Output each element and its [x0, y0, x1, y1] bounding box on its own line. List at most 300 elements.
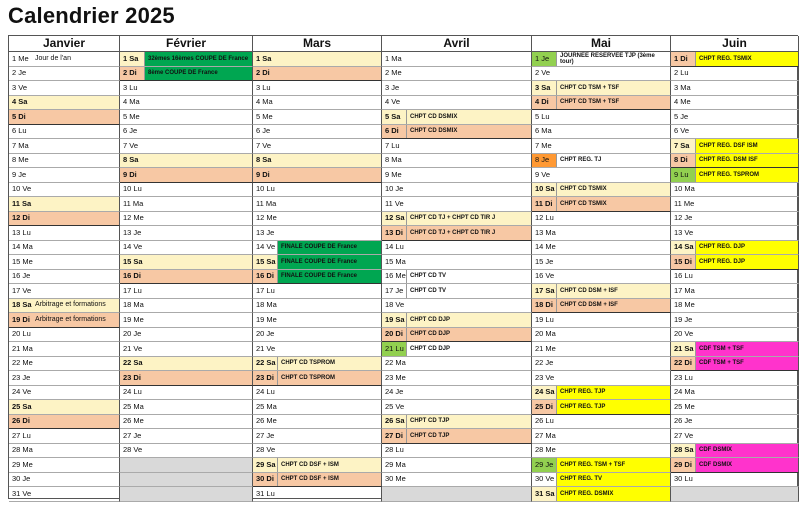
day-cell[interactable]	[671, 371, 799, 386]
day-label: 15 Je	[535, 256, 554, 266]
day-cell[interactable]	[120, 139, 253, 154]
day-cell[interactable]	[120, 473, 253, 488]
day-cell[interactable]	[671, 473, 799, 488]
day-label: 21 Me	[535, 343, 556, 353]
day-label: 19 Lu	[535, 314, 554, 324]
day-cell[interactable]	[532, 400, 671, 415]
day-cell[interactable]	[9, 400, 120, 415]
day-cell[interactable]	[532, 168, 671, 183]
day-cell[interactable]	[9, 52, 120, 67]
day-cell[interactable]	[253, 284, 382, 299]
day-label: 16 Ve	[535, 271, 555, 281]
month-header: Avril	[382, 36, 532, 52]
day-cell[interactable]	[671, 299, 799, 314]
day-cell[interactable]	[382, 110, 532, 125]
day-cell[interactable]	[9, 415, 120, 430]
day-cell[interactable]	[671, 96, 799, 111]
page-title: Calendrier 2025	[8, 3, 175, 28]
day-label: 3 Lu	[256, 82, 271, 92]
event-label: CHPT CD TSPROM	[277, 357, 381, 371]
day-label: 31 Sa	[535, 488, 555, 498]
month-header: Mai	[532, 36, 671, 52]
day-cell[interactable]	[253, 400, 382, 415]
day-label: 26 Lu	[535, 416, 554, 426]
day-cell[interactable]	[253, 299, 382, 314]
event-label: CHPT CD DSMIX	[406, 125, 531, 139]
day-cell[interactable]	[253, 139, 382, 154]
day-label: 14 Lu	[385, 242, 404, 252]
day-cell[interactable]	[120, 197, 253, 212]
day-cell[interactable]	[671, 183, 799, 198]
day-label: 24 Je	[385, 387, 404, 397]
day-cell[interactable]	[671, 52, 799, 67]
day-label: 19 Sa	[385, 314, 405, 324]
day-label: 27 Ma	[535, 430, 556, 440]
day-label: 28 Ve	[123, 445, 143, 455]
day-cell[interactable]	[120, 81, 253, 96]
day-cell[interactable]	[532, 96, 671, 111]
day-cell[interactable]	[120, 386, 253, 401]
day-cell[interactable]	[532, 429, 671, 444]
day-cell[interactable]	[671, 415, 799, 430]
day-cell[interactable]	[532, 241, 671, 256]
day-cell[interactable]	[9, 168, 120, 183]
day-cell[interactable]	[671, 197, 799, 212]
day-cell[interactable]	[253, 52, 382, 67]
event-label: CHPT CD DSF + ISM	[277, 473, 381, 487]
day-label: 29 Me	[12, 459, 33, 469]
day-cell[interactable]	[120, 52, 253, 67]
day-cell[interactable]	[532, 110, 671, 125]
day-label: 16 Di	[256, 271, 274, 281]
day-label: 22 Ma	[385, 358, 406, 368]
day-cell[interactable]	[9, 96, 120, 111]
day-label: 24 Ve	[12, 387, 32, 397]
day-cell[interactable]	[253, 270, 382, 285]
day-cell[interactable]	[382, 299, 532, 314]
day-cell[interactable]	[532, 371, 671, 386]
day-cell[interactable]	[671, 81, 799, 96]
day-cell[interactable]	[9, 139, 120, 154]
day-cell[interactable]	[9, 444, 120, 459]
day-cell[interactable]	[120, 429, 253, 444]
event-label: CHPT CD TSM + TSF	[556, 96, 670, 110]
day-label: 13 Je	[123, 227, 142, 237]
day-label: 4 Di	[535, 97, 549, 107]
day-label: 5 Je	[674, 111, 689, 121]
day-cell[interactable]	[253, 81, 382, 96]
day-label: 8 Sa	[123, 155, 139, 165]
day-cell[interactable]	[120, 241, 253, 256]
day-cell[interactable]	[120, 357, 253, 372]
day-label: 12 Je	[674, 213, 693, 223]
day-cell[interactable]	[120, 415, 253, 430]
day-cell[interactable]	[120, 328, 253, 343]
day-cell[interactable]	[120, 226, 253, 241]
event-label: CDF TSM + TSF	[695, 342, 798, 356]
day-cell[interactable]	[253, 415, 382, 430]
event-label: CHPT CD TSMIX	[556, 197, 670, 211]
day-label: 5 Me	[123, 111, 140, 121]
day-cell[interactable]	[253, 168, 382, 183]
day-label: 5 Lu	[535, 111, 550, 121]
event-label: CHPT REG. DJP	[695, 241, 798, 255]
day-cell[interactable]	[253, 67, 382, 82]
day-cell[interactable]	[9, 110, 120, 125]
day-cell[interactable]	[9, 429, 120, 444]
day-cell[interactable]	[253, 96, 382, 111]
day-cell[interactable]	[120, 125, 253, 140]
day-cell[interactable]	[532, 197, 671, 212]
day-cell[interactable]	[120, 371, 253, 386]
day-cell[interactable]	[532, 487, 671, 502]
day-label: 13 Di	[385, 227, 403, 237]
day-cell[interactable]	[253, 444, 382, 459]
day-label: 17 Ma	[674, 285, 695, 295]
day-cell[interactable]	[382, 458, 532, 473]
day-label: 4 Ve	[385, 97, 401, 107]
day-label: 28 Sa	[674, 445, 694, 455]
day-cell[interactable]	[671, 313, 799, 328]
day-cell[interactable]	[671, 125, 799, 140]
day-cell[interactable]	[253, 197, 382, 212]
day-cell[interactable]	[120, 487, 253, 502]
day-label: 19 Me	[123, 314, 144, 324]
day-cell[interactable]	[382, 168, 532, 183]
day-cell[interactable]	[382, 473, 532, 488]
day-cell[interactable]	[532, 328, 671, 343]
day-cell[interactable]	[253, 328, 382, 343]
day-label: 20 Je	[123, 329, 142, 339]
event-label: CHPT CD TV	[406, 270, 531, 284]
day-cell[interactable]	[532, 81, 671, 96]
day-cell[interactable]	[253, 313, 382, 328]
day-cell[interactable]	[382, 487, 532, 502]
event-label: CHPT REG. DSF ISM	[695, 139, 798, 153]
day-cell[interactable]	[9, 255, 120, 270]
day-cell[interactable]	[253, 342, 382, 357]
day-cell[interactable]	[120, 96, 253, 111]
day-cell[interactable]	[382, 67, 532, 82]
day-cell[interactable]	[9, 357, 120, 372]
day-cell[interactable]	[253, 487, 382, 502]
day-cell[interactable]	[532, 386, 671, 401]
day-label: 23 Ve	[535, 372, 555, 382]
event-label: CHPT CD DSM + ISF	[556, 299, 670, 313]
day-cell[interactable]	[9, 270, 120, 285]
day-cell[interactable]	[382, 328, 532, 343]
day-cell[interactable]	[382, 444, 532, 459]
day-cell[interactable]	[253, 125, 382, 140]
day-label: 28 Ve	[256, 445, 276, 455]
day-cell[interactable]	[120, 458, 253, 473]
day-cell[interactable]	[253, 429, 382, 444]
note-label: Jour de l'an	[35, 54, 71, 62]
day-label: 26 Di	[12, 416, 30, 426]
day-cell[interactable]	[253, 458, 382, 473]
day-cell[interactable]	[382, 342, 532, 357]
day-label: 29 Ma	[385, 459, 406, 469]
day-cell[interactable]	[382, 212, 532, 227]
day-cell[interactable]	[9, 487, 120, 502]
day-cell[interactable]	[532, 226, 671, 241]
day-cell[interactable]	[9, 154, 120, 169]
day-cell[interactable]	[382, 357, 532, 372]
event-label: FINALE COUPE DE France	[277, 241, 381, 255]
day-cell[interactable]	[671, 168, 799, 183]
day-cell[interactable]	[9, 197, 120, 212]
day-label: 14 Me	[535, 242, 556, 252]
event-label: CHPT REG. DJP	[695, 255, 798, 269]
day-cell[interactable]	[382, 52, 532, 67]
day-cell[interactable]	[671, 429, 799, 444]
day-label: 22 Je	[535, 358, 554, 368]
day-cell[interactable]	[253, 226, 382, 241]
day-cell[interactable]	[120, 154, 253, 169]
day-label: 22 Di	[674, 358, 692, 368]
event-label: FINALE COUPE DE France	[277, 255, 381, 269]
day-label: 30 Me	[385, 474, 406, 484]
day-cell[interactable]	[120, 67, 253, 82]
day-cell[interactable]	[382, 255, 532, 270]
event-label: 8ème COUPE DE France	[144, 67, 252, 81]
day-cell[interactable]	[253, 183, 382, 198]
day-label: 28 Lu	[385, 445, 404, 455]
note-label: Arbitrage et formations	[35, 301, 106, 309]
event-label: CHPT REG. TJP	[556, 386, 670, 400]
day-cell[interactable]	[9, 313, 120, 328]
day-label: 17 Ve	[12, 285, 32, 295]
day-cell[interactable]	[532, 458, 671, 473]
day-cell[interactable]	[382, 226, 532, 241]
day-cell[interactable]	[9, 299, 120, 314]
day-label: 29 Je	[532, 458, 556, 472]
day-cell[interactable]	[671, 458, 799, 473]
day-cell[interactable]	[671, 386, 799, 401]
day-cell[interactable]	[253, 255, 382, 270]
day-cell[interactable]	[382, 270, 532, 285]
day-cell[interactable]	[120, 255, 253, 270]
day-label: 15 Ma	[385, 256, 406, 266]
day-cell[interactable]	[671, 284, 799, 299]
day-cell[interactable]	[382, 371, 532, 386]
day-label: 20 Ma	[535, 329, 556, 339]
day-cell[interactable]	[120, 284, 253, 299]
day-cell[interactable]	[120, 444, 253, 459]
day-label: 10 Lu	[123, 184, 142, 194]
day-cell[interactable]	[9, 458, 120, 473]
day-cell[interactable]	[9, 125, 120, 140]
day-cell[interactable]	[253, 241, 382, 256]
day-label: 6 Ve	[674, 126, 690, 136]
day-cell[interactable]	[671, 255, 799, 270]
day-label: 21 Sa	[674, 343, 694, 353]
day-cell[interactable]	[120, 400, 253, 415]
day-label: 5 Sa	[385, 111, 401, 121]
day-cell[interactable]	[532, 183, 671, 198]
day-label: 22 Sa	[123, 358, 143, 368]
day-label: 3 Ve	[12, 82, 28, 92]
day-label: 7 Sa	[674, 140, 690, 150]
day-cell[interactable]	[671, 139, 799, 154]
day-cell[interactable]	[120, 110, 253, 125]
day-label: 10 Ve	[12, 184, 32, 194]
day-cell[interactable]	[382, 197, 532, 212]
day-cell[interactable]	[382, 139, 532, 154]
day-cell[interactable]	[9, 371, 120, 386]
day-label: 16 Me	[385, 271, 406, 281]
day-cell[interactable]	[671, 212, 799, 227]
day-cell[interactable]	[382, 400, 532, 415]
day-cell[interactable]	[382, 183, 532, 198]
day-cell[interactable]	[671, 328, 799, 343]
day-cell[interactable]	[382, 429, 532, 444]
event-label: CHPT CD TV	[406, 284, 531, 298]
day-label: 13 Ve	[674, 227, 694, 237]
day-cell[interactable]	[9, 284, 120, 299]
day-cell[interactable]	[532, 473, 671, 488]
day-label: 23 Me	[385, 372, 406, 382]
day-label: 25 Ma	[123, 401, 144, 411]
day-label: 18 Me	[674, 300, 695, 310]
day-cell[interactable]	[9, 81, 120, 96]
day-cell[interactable]	[532, 444, 671, 459]
day-label: 14 Sa	[674, 242, 694, 252]
day-cell[interactable]	[120, 168, 253, 183]
day-label: 2 Lu	[674, 68, 689, 78]
day-cell[interactable]	[9, 241, 120, 256]
day-cell[interactable]	[9, 183, 120, 198]
day-cell[interactable]	[120, 183, 253, 198]
day-cell[interactable]	[382, 284, 532, 299]
day-cell[interactable]	[382, 154, 532, 169]
day-cell[interactable]	[120, 212, 253, 227]
day-cell[interactable]	[253, 473, 382, 488]
day-cell[interactable]	[532, 139, 671, 154]
day-label: 1 Di	[674, 53, 688, 63]
day-cell[interactable]	[532, 154, 671, 169]
day-cell[interactable]	[382, 415, 532, 430]
day-cell[interactable]	[9, 342, 120, 357]
day-cell[interactable]	[253, 212, 382, 227]
day-cell[interactable]	[120, 270, 253, 285]
day-label: 18 Ma	[123, 300, 144, 310]
day-label: 9 Di	[123, 169, 137, 179]
day-label: 11 Ve	[385, 198, 404, 208]
day-cell[interactable]	[532, 125, 671, 140]
day-cell[interactable]	[9, 386, 120, 401]
event-label: CHPT CD TSMIX	[556, 183, 670, 197]
day-label: 13 Lu	[12, 227, 31, 237]
day-cell[interactable]	[382, 313, 532, 328]
day-label: 6 Lu	[12, 126, 27, 136]
day-label: 12 Me	[256, 213, 277, 223]
day-cell[interactable]	[532, 284, 671, 299]
day-cell[interactable]	[120, 299, 253, 314]
day-label: 5 Di	[12, 111, 26, 121]
event-label: CHPT CD DJP	[406, 328, 531, 342]
day-cell[interactable]	[532, 313, 671, 328]
day-cell[interactable]	[671, 444, 799, 459]
event-label: JOURNEE RESERVEE TJP (3ème tour)	[556, 52, 670, 66]
day-cell[interactable]	[532, 52, 671, 67]
day-cell[interactable]	[671, 270, 799, 285]
day-cell[interactable]	[532, 67, 671, 82]
day-cell[interactable]	[9, 226, 120, 241]
event-label: CDF TSM + TSF	[695, 357, 798, 371]
day-label: 2 Di	[123, 68, 137, 78]
day-label: 16 Lu	[674, 271, 693, 281]
day-label: 11 Di	[535, 198, 553, 208]
day-cell[interactable]	[9, 67, 120, 82]
day-label: 4 Sa	[12, 97, 28, 107]
day-cell[interactable]	[532, 270, 671, 285]
day-cell[interactable]	[382, 96, 532, 111]
day-label: 8 Sa	[256, 155, 272, 165]
day-cell[interactable]	[382, 125, 532, 140]
day-cell[interactable]	[532, 299, 671, 314]
day-cell[interactable]	[9, 473, 120, 488]
event-label: FINALE COUPE DE France	[277, 270, 381, 284]
day-cell[interactable]	[671, 400, 799, 415]
day-cell[interactable]	[671, 357, 799, 372]
day-label: 6 Ma	[535, 126, 552, 136]
day-cell[interactable]	[671, 110, 799, 125]
day-cell[interactable]	[671, 67, 799, 82]
day-label: 22 Sa	[256, 358, 276, 368]
day-cell[interactable]	[382, 241, 532, 256]
day-cell[interactable]	[253, 386, 382, 401]
day-cell[interactable]	[9, 328, 120, 343]
day-cell[interactable]	[120, 342, 253, 357]
event-label: CHPT REG. DSMIX	[556, 487, 670, 501]
day-cell[interactable]	[671, 342, 799, 357]
day-label: 15 Sa	[256, 256, 276, 266]
day-cell[interactable]	[532, 255, 671, 270]
day-label: 1 Sa	[123, 53, 139, 63]
day-cell[interactable]	[253, 110, 382, 125]
day-label: 10 Ma	[674, 184, 695, 194]
day-label: 8 Di	[674, 155, 688, 165]
day-label: 12 Me	[123, 213, 144, 223]
day-label: 18 Di	[535, 300, 553, 310]
day-label: 8 Je	[532, 154, 556, 168]
day-cell[interactable]	[532, 357, 671, 372]
day-label: 24 Lu	[256, 387, 275, 397]
day-cell[interactable]	[671, 487, 799, 502]
day-cell[interactable]	[120, 313, 253, 328]
day-cell[interactable]	[382, 81, 532, 96]
day-label: 27 Lu	[12, 430, 31, 440]
day-cell[interactable]	[532, 212, 671, 227]
day-label: 9 Je	[12, 169, 27, 179]
day-cell[interactable]	[532, 342, 671, 357]
day-label: 7 Ve	[123, 140, 139, 150]
day-cell[interactable]	[532, 415, 671, 430]
day-cell[interactable]	[253, 371, 382, 386]
day-cell[interactable]	[253, 154, 382, 169]
day-cell[interactable]	[253, 357, 382, 372]
day-cell[interactable]	[671, 241, 799, 256]
day-cell[interactable]	[382, 386, 532, 401]
day-label: 13 Ma	[535, 227, 556, 237]
day-cell[interactable]	[671, 154, 799, 169]
day-cell[interactable]	[9, 212, 120, 227]
day-cell[interactable]	[671, 226, 799, 241]
day-label: 5 Me	[256, 111, 273, 121]
event-label: CDF DSMIX	[695, 444, 798, 458]
day-label: 9 Ve	[535, 169, 551, 179]
